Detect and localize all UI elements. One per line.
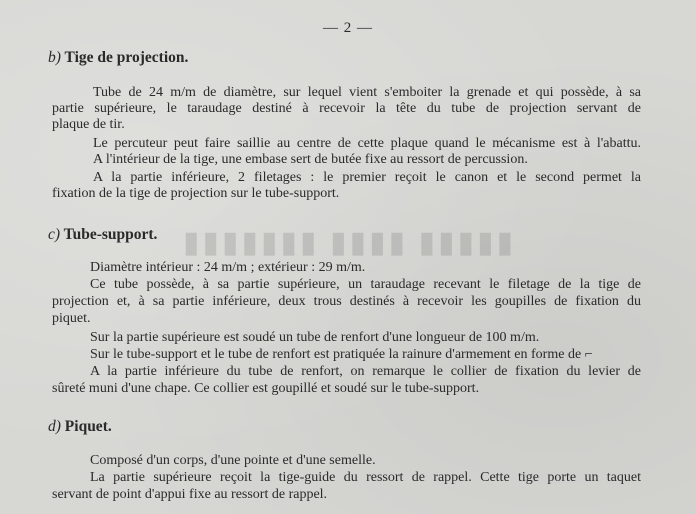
section-letter: d) xyxy=(48,418,61,435)
paragraph-line: Le percuteur peut faire saillie au centre de cette plaque quand le mécanisme est à l'abattu. xyxy=(93,136,641,151)
section-heading-tige-de-projection xyxy=(48,49,188,67)
section-title: Tige de projection. xyxy=(64,49,189,66)
paragraph-line: projection et, à sa partie inférieure, deux trous destinés à recevoir les goupilles de fixation du xyxy=(52,294,641,309)
page-number: — 2 — xyxy=(323,20,373,36)
paragraph-line: plaque de tir. xyxy=(52,117,125,132)
section-heading-tube-support xyxy=(48,226,157,244)
paragraph-line: Tube de 24 m/m de diamètre, sur lequel vient s'emboiter la grenade et qui possède, à sa xyxy=(93,85,641,100)
paragraph-line: Sur le tube-support et le tube de renfort est pratiquée la rainure d'armement en forme de ⌐ xyxy=(90,347,593,362)
paragraph-line: Diamètre intérieur : 24 m/m ; extérieur : 29 m/m. xyxy=(90,260,366,275)
bleed-through-text: ▮▮▮▮▮ ▮▮▮▮ ▮▮▮▮▮▮▮ xyxy=(180,226,514,259)
paragraph-line: sûreté muni d'une chape. Ce collier est goupillé et soudé sur le tube-support. xyxy=(52,381,480,396)
paragraph-line: piquet. xyxy=(52,311,91,326)
section-letter: b) xyxy=(48,49,61,66)
paragraph-line: Ce tube possède, à sa partie supérieure, un taraudage recevant le filetage de la tige de xyxy=(90,277,641,292)
paragraph-line: Sur la partie supérieure est soudé un tube de renfort d'une longueur de 100 m/m. xyxy=(90,330,540,345)
paragraph-line: La partie supérieure reçoit la tige-guide du ressort de rappel. Cette tige porte un taquet xyxy=(90,470,641,485)
section-letter: c) xyxy=(48,226,61,243)
paragraph-line: A la partie inférieure du tube de renfort, on remarque le collier de fixation du levier de xyxy=(90,364,641,379)
paragraph-line: A l'intérieur de la tige, une embase sert de butée fixe au ressort de percussion. xyxy=(93,152,528,167)
paragraph-line: A la partie inférieure, 2 filetages : le premier reçoit le canon et le second permet la xyxy=(93,170,641,185)
paragraph-line: servant de point d'appui fixe au ressort de rappel. xyxy=(52,487,328,502)
paragraph-line: Composé d'un corps, d'une pointe et d'une semelle. xyxy=(90,453,376,468)
paragraph-line: partie supérieure, le taraudage destiné à recevoir la tête du tube de projection servant de xyxy=(52,101,641,116)
section-title: Piquet. xyxy=(64,418,112,435)
paragraph-line: fixation de la tige de projection sur le tube-support. xyxy=(52,186,340,201)
section-title: Tube-support. xyxy=(63,226,158,243)
section-heading-piquet xyxy=(48,418,112,436)
